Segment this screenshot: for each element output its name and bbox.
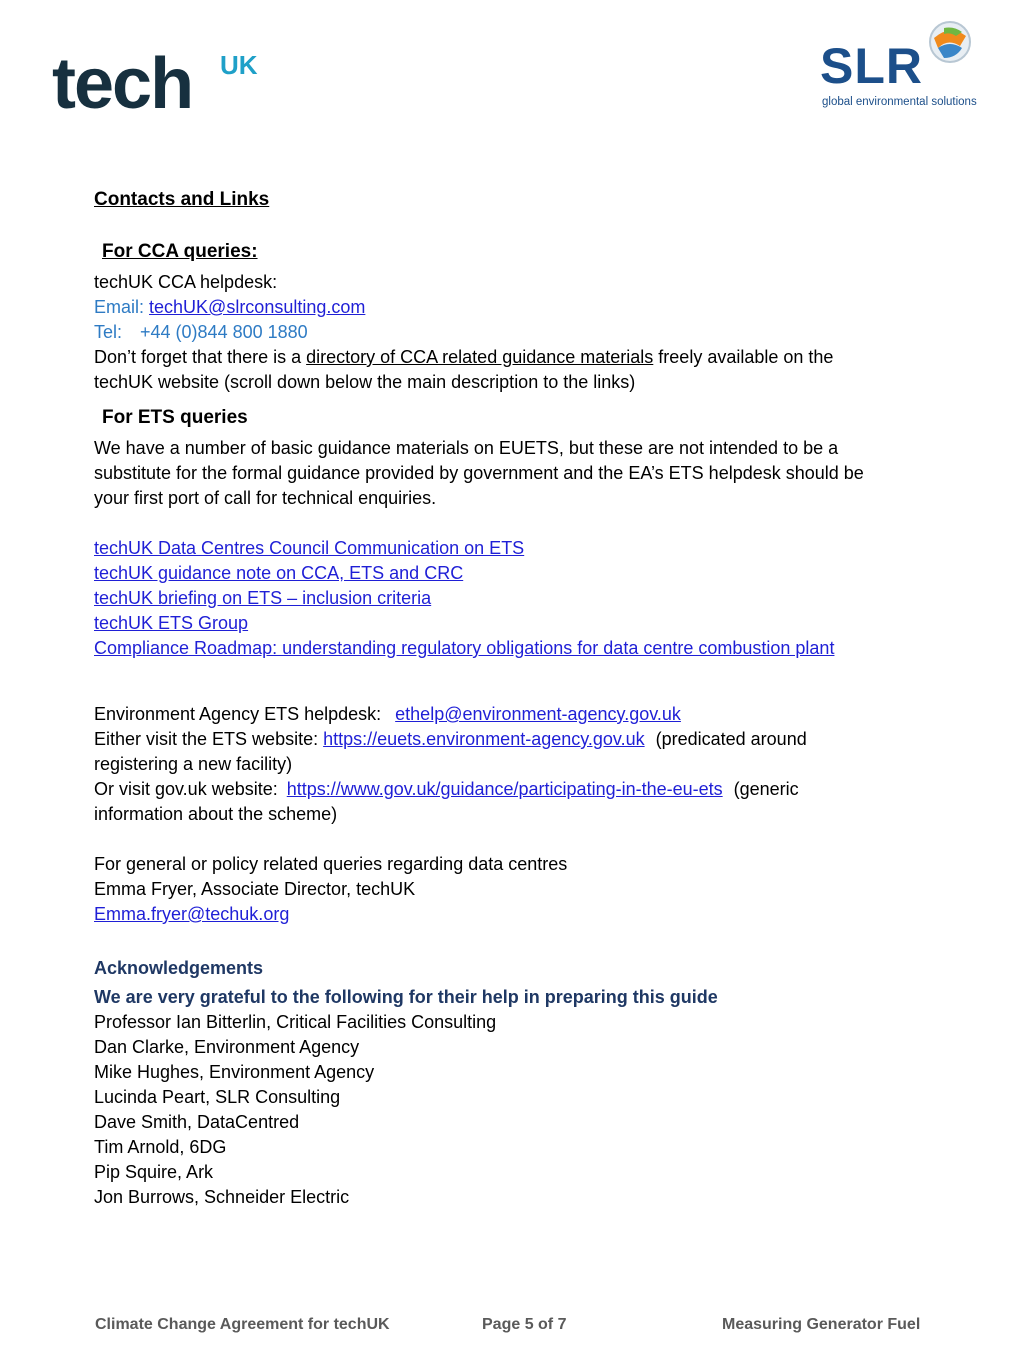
cca-tel-row [94, 320, 308, 345]
ets-link-compliance-roadmap[interactable]: Compliance Roadmap: understanding regulatory obligations for data centre combustion plant [94, 638, 835, 658]
cca-heading: For CCA queries: [102, 241, 258, 262]
ea-site-row [94, 727, 807, 752]
cca-tel-value: +44 (0)844 800 1880 [140, 322, 308, 342]
cca-email-link[interactable]: techUK@slrconsulting.com [149, 297, 366, 317]
globe-icon [926, 18, 974, 66]
footer-page-number: Page 5 of 7 [482, 1316, 567, 1333]
ack-person: Lucinda Peart, SLR Consulting [94, 1087, 341, 1107]
slr-logo-text: SLR [820, 38, 923, 94]
ets-heading: For ETS queries [102, 407, 248, 428]
ack-heading: Acknowledgements [94, 958, 264, 978]
ack-person: Tim Arnold, 6DG [94, 1137, 227, 1157]
ets-link-dcc-communication[interactable]: techUK Data Centres Council Communication on ETS [94, 538, 525, 558]
ea-gov-post: (generic [728, 779, 799, 799]
ack-subheading: We are very grateful to the following for their help in preparing this guide [94, 987, 718, 1007]
cca-directory-line2: techUK website (scroll down below the main description to the links) [94, 372, 636, 392]
footer-left: Climate Change Agreement for techUK [95, 1316, 390, 1333]
ea-helpdesk-label: Environment Agency ETS helpdesk: [94, 704, 382, 724]
cca-dir-pre: Don’t forget that there is a [94, 347, 307, 367]
ea-site-pre: Either visit the ETS website: [94, 729, 324, 749]
cca-directory-link[interactable]: directory of CCA related guidance materials [306, 347, 654, 367]
ea-gov-row [94, 777, 799, 802]
ea-site-post: (predicated around [650, 729, 807, 749]
policy-line1: For general or policy related queries regarding data centres [94, 854, 568, 874]
ack-person: Pip Squire, Ark [94, 1162, 214, 1182]
cca-email-row [94, 295, 365, 320]
ea-site-link[interactable]: https://euets.environment-agency.gov.uk [323, 729, 645, 749]
techuk-logo-sup: UK [220, 50, 258, 80]
policy-email-link[interactable]: Emma.fryer@techuk.org [94, 904, 290, 924]
techuk-logo-text: tech [52, 44, 193, 124]
ack-person: Dan Clarke, Environment Agency [94, 1037, 360, 1057]
ets-para-line: We have a number of basic guidance materials on EUETS, but these are not intended to be a [94, 438, 839, 458]
cca-helpdesk: techUK CCA helpdesk: [94, 272, 278, 292]
ets-para-line: your first port of call for technical enquiries. [94, 488, 437, 508]
page-title: Contacts and Links [94, 189, 270, 210]
ea-gov-line2: information about the scheme) [94, 804, 338, 824]
ea-helpdesk-row [94, 702, 681, 727]
ack-person: Jon Burrows, Schneider Electric [94, 1187, 350, 1207]
policy-line2: Emma Fryer, Associate Director, techUK [94, 879, 416, 899]
ea-site-line2: registering a new facility) [94, 754, 293, 774]
ack-person: Mike Hughes, Environment Agency [94, 1062, 375, 1082]
ets-link-group[interactable]: techUK ETS Group [94, 613, 249, 633]
slr-tagline: global environmental solutions [822, 96, 977, 108]
ea-gov-pre: Or visit gov.uk website: [94, 779, 283, 799]
ets-para-line: substitute for the formal guidance provided by government and the EA’s ETS helpdesk should be [94, 463, 864, 483]
ea-gov-link[interactable]: https://www.gov.uk/guidance/participating-in-the-eu-ets [286, 779, 723, 799]
techuk-logo [52, 44, 272, 124]
ets-link-briefing[interactable]: techUK briefing on ETS – inclusion criteria [94, 588, 432, 608]
ack-person: Professor Ian Bitterlin, Critical Facilities Consulting [94, 1012, 497, 1032]
ack-person: Dave Smith, DataCentred [94, 1112, 300, 1132]
footer-right: Measuring Generator Fuel [722, 1316, 921, 1333]
ea-helpdesk-email[interactable]: ethelp@environment-agency.gov.uk [395, 704, 681, 724]
cca-dir-post: freely available on the [653, 347, 834, 367]
cca-tel-label: Tel: [94, 322, 123, 342]
ets-link-guidance-note[interactable]: techUK guidance note on CCA, ETS and CRC [94, 563, 464, 583]
cca-email-label: Email: [94, 297, 150, 317]
slr-logo [820, 18, 980, 113]
cca-directory-line [94, 345, 833, 370]
